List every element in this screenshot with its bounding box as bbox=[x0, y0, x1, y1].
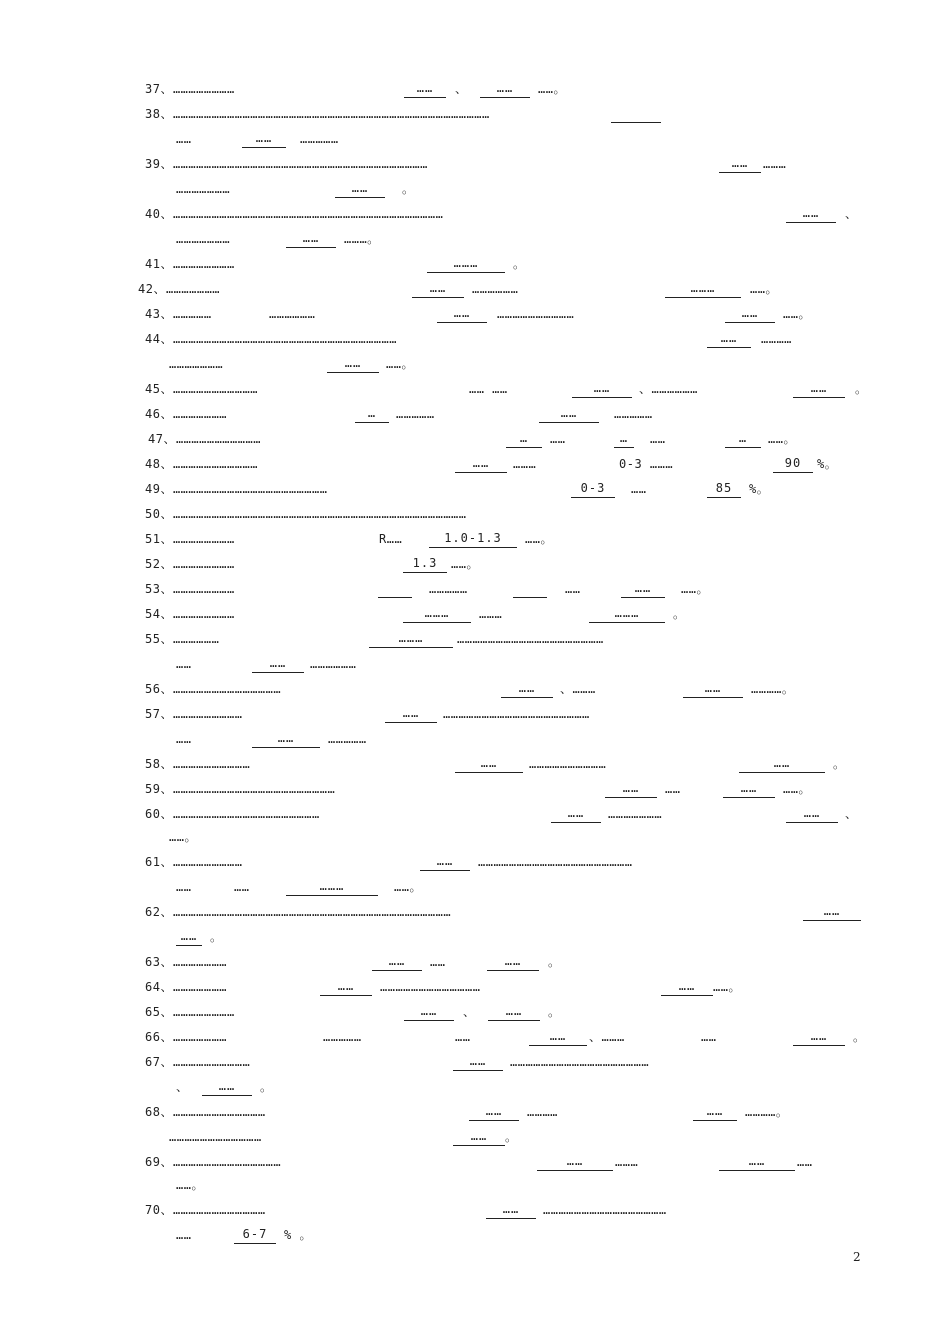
question-text: 、 bbox=[845, 207, 858, 221]
question-text: 43、…………… bbox=[145, 307, 212, 321]
question-text: ………………… bbox=[608, 807, 663, 821]
question-text: 。 bbox=[855, 382, 868, 396]
question-text: 。 bbox=[548, 955, 561, 969]
question-text: …………。 bbox=[745, 1105, 789, 1119]
question-text: ………。 bbox=[344, 232, 380, 246]
question-text: ………………………………………………… bbox=[443, 707, 590, 721]
answer-blank: ……… bbox=[665, 280, 741, 298]
question-text: 39、……………………………………………………………………………………… bbox=[145, 157, 428, 171]
answer-blank: …… bbox=[455, 455, 507, 473]
answer-blank: …… bbox=[793, 1028, 845, 1046]
answer-blank: …… bbox=[487, 953, 539, 971]
question-text: ……… bbox=[513, 457, 537, 471]
question-text: ……………… bbox=[269, 307, 316, 321]
question-text: …… bbox=[650, 432, 666, 446]
question-text: …………………………………………………… bbox=[478, 855, 633, 869]
question-text: 67、………………………… bbox=[145, 1055, 251, 1069]
question-text: 57、……………………… bbox=[145, 707, 243, 721]
answer-blank: …… bbox=[176, 928, 202, 946]
question-text: 66、………………… bbox=[145, 1030, 228, 1044]
question-text: 40、…………………………………………………………………………………………… bbox=[145, 207, 444, 221]
question-text: …………… bbox=[396, 407, 435, 421]
question-text: ……………… bbox=[472, 282, 519, 296]
question-text: 0-3 ……… bbox=[619, 457, 674, 471]
answer-blank: …… bbox=[320, 978, 372, 996]
question-text: %。 bbox=[817, 457, 838, 471]
question-text: ………………………… bbox=[529, 757, 607, 771]
question-text: 44、…………………………………………………………………………… bbox=[145, 332, 397, 346]
question-text: 、 bbox=[176, 1080, 189, 1094]
question-text: …………… bbox=[429, 582, 468, 596]
question-text: ……。 bbox=[783, 307, 811, 321]
question-text: 64、………………… bbox=[145, 980, 228, 994]
answer-blank: …… bbox=[786, 205, 836, 223]
answer-blank: …… bbox=[385, 705, 437, 723]
question-text: …… …… bbox=[469, 382, 508, 396]
answer-blank: …… bbox=[719, 155, 761, 173]
answer-blank: 90 bbox=[773, 455, 813, 473]
answer-blank bbox=[378, 580, 412, 598]
question-text: 。 bbox=[260, 1080, 273, 1094]
question-text: 53、…………………… bbox=[145, 582, 235, 596]
question-text: 68、……………………………… bbox=[145, 1105, 266, 1119]
question-text: ………………… bbox=[176, 232, 231, 246]
question-text: …… bbox=[234, 880, 250, 894]
answer-blank: ……… bbox=[589, 605, 665, 623]
question-text: …… bbox=[430, 955, 446, 969]
question-text: ……。 bbox=[681, 582, 709, 596]
answer-blank: …… bbox=[683, 680, 743, 698]
answer-blank: …… bbox=[453, 1053, 503, 1071]
answer-blank: ……… bbox=[403, 605, 471, 623]
question-text: 55、……………… bbox=[145, 632, 220, 646]
answer-blank: …… bbox=[404, 80, 446, 98]
answer-blank: … bbox=[725, 430, 761, 448]
question-text: …………… bbox=[328, 732, 367, 746]
question-text: …… bbox=[176, 880, 192, 894]
question-text: …… bbox=[565, 582, 581, 596]
question-text: 63、………………… bbox=[145, 955, 228, 969]
answer-blank: …… bbox=[469, 1103, 519, 1121]
question-text: 50、…………………………………………………………………………………………………… bbox=[145, 507, 467, 521]
question-text: 、 bbox=[455, 82, 468, 96]
question-text: 37、…………………… bbox=[145, 82, 235, 96]
question-text: ……。 bbox=[451, 557, 479, 571]
question-text: 48、…………………………… bbox=[145, 457, 258, 471]
question-text: ……… bbox=[479, 607, 503, 621]
question-text: 58、………………………… bbox=[145, 757, 251, 771]
question-text: ……。 bbox=[176, 1178, 204, 1192]
question-text: 、 bbox=[845, 807, 858, 821]
answer-blank: ……… bbox=[369, 630, 453, 648]
question-text: %。 bbox=[749, 482, 770, 496]
answer-blank: …… bbox=[803, 903, 861, 921]
answer-blank: …… bbox=[455, 755, 523, 773]
answer-blank: … bbox=[614, 430, 634, 448]
question-text: 、……… bbox=[560, 682, 596, 696]
answer-blank: 1.0-1.3 bbox=[429, 530, 517, 548]
question-text: ……。 bbox=[525, 532, 553, 546]
answer-blank: …… bbox=[719, 1153, 795, 1171]
question-text: 69、…………………………………… bbox=[145, 1155, 282, 1169]
answer-blank: …… bbox=[707, 330, 751, 348]
answer-blank: …… bbox=[335, 180, 385, 198]
answer-blank: …… bbox=[488, 1003, 540, 1021]
question-text: ……。 bbox=[750, 282, 778, 296]
answer-blank: …… bbox=[605, 780, 657, 798]
question-text: ……………………………………………… bbox=[510, 1055, 650, 1069]
question-text: …… bbox=[176, 657, 192, 671]
answer-blank: 1.3 bbox=[403, 555, 447, 573]
question-text: ……… bbox=[763, 157, 787, 171]
question-text: ……… bbox=[615, 1155, 639, 1169]
answer-blank: …… bbox=[572, 380, 632, 398]
question-text: ……。 bbox=[768, 432, 796, 446]
answer-blank: …… bbox=[786, 805, 838, 823]
question-text: 、……………… bbox=[639, 382, 698, 396]
question-text: ………………………… bbox=[497, 307, 575, 321]
question-text: 60、………………………………………………… bbox=[145, 807, 320, 821]
answer-blank: …… bbox=[621, 580, 665, 598]
answer-blank: …… bbox=[420, 853, 470, 871]
question-text: 。 bbox=[505, 1130, 518, 1144]
answer-blank: …… bbox=[529, 1028, 587, 1046]
question-text: ……………………………… bbox=[169, 1130, 262, 1144]
question-text: % 。 bbox=[284, 1228, 312, 1242]
question-text: 。 bbox=[853, 1030, 866, 1044]
question-text: 62、……………………………………………………………………………………………… bbox=[145, 905, 452, 919]
question-text: ………… bbox=[527, 1105, 558, 1119]
answer-blank: …… bbox=[286, 230, 336, 248]
question-text: 、 bbox=[463, 1005, 476, 1019]
answer-blank bbox=[611, 105, 661, 123]
question-text: 。 bbox=[548, 1005, 561, 1019]
answer-blank: …… bbox=[453, 1128, 505, 1146]
answer-blank: … bbox=[355, 405, 389, 423]
question-text: …… bbox=[665, 782, 681, 796]
question-text: ………………………………………… bbox=[543, 1203, 667, 1217]
question-text: 。 bbox=[210, 930, 223, 944]
question-text: 。 bbox=[513, 257, 526, 271]
question-text: 。 bbox=[402, 182, 415, 196]
answer-blank: …… bbox=[437, 305, 487, 323]
question-text: ………………… bbox=[176, 182, 231, 196]
answer-blank: …… bbox=[723, 780, 775, 798]
answer-blank: …… bbox=[202, 1078, 252, 1096]
question-text: ……。 bbox=[386, 357, 414, 371]
question-text: ……。 bbox=[538, 82, 566, 96]
question-text: 65、…………………… bbox=[145, 1005, 235, 1019]
answer-blank: …… bbox=[661, 978, 713, 996]
question-text: ………… bbox=[761, 332, 792, 346]
question-text: …… bbox=[176, 732, 192, 746]
question-text: 。 bbox=[833, 757, 846, 771]
answer-blank: …… bbox=[725, 305, 775, 323]
answer-blank: …… bbox=[501, 680, 553, 698]
question-text: ……。 bbox=[713, 980, 741, 994]
answer-blank: …… bbox=[693, 1103, 737, 1121]
page-number: 2 bbox=[853, 1250, 861, 1264]
question-text: 46、………………… bbox=[145, 407, 228, 421]
answer-blank: …… bbox=[327, 355, 379, 373]
answer-blank: …… bbox=[480, 80, 530, 98]
question-text: ………………………………………………… bbox=[457, 632, 604, 646]
question-text: …… bbox=[176, 1228, 192, 1242]
question-text: …… bbox=[631, 482, 647, 496]
question-text: 。 bbox=[673, 607, 686, 621]
answer-blank: 6-7 bbox=[234, 1226, 276, 1244]
answer-blank: … bbox=[506, 430, 542, 448]
answer-blank: …… bbox=[242, 130, 286, 148]
question-text: 47、…………………………… bbox=[148, 432, 261, 446]
answer-blank: …… bbox=[537, 1153, 613, 1171]
answer-blank: …… bbox=[551, 805, 601, 823]
answer-blank: …… bbox=[412, 280, 464, 298]
question-text: 54、…………………… bbox=[145, 607, 235, 621]
question-text: ………………………………… bbox=[380, 980, 481, 994]
question-text: 56、…………………………………… bbox=[145, 682, 282, 696]
question-text: R…… bbox=[379, 532, 403, 546]
question-text: ……………… bbox=[310, 657, 357, 671]
question-text: 59、……………………………………………………… bbox=[145, 782, 336, 796]
question-text: 42、………………… bbox=[138, 282, 221, 296]
question-text: ……。 bbox=[394, 880, 422, 894]
answer-blank: …… bbox=[404, 1003, 454, 1021]
answer-blank: …… bbox=[739, 755, 825, 773]
answer-blank: …… bbox=[793, 380, 845, 398]
answer-blank: ……… bbox=[427, 255, 505, 273]
answer-blank bbox=[513, 580, 547, 598]
question-text: 41、…………………… bbox=[145, 257, 235, 271]
answer-blank: …… bbox=[486, 1201, 536, 1219]
question-text: 、……… bbox=[589, 1030, 625, 1044]
answer-blank: 85 bbox=[707, 480, 741, 498]
question-text: 51、…………………… bbox=[145, 532, 235, 546]
question-text: …… bbox=[176, 132, 192, 146]
answer-blank: …… bbox=[539, 405, 599, 423]
question-text: 49、…………………………………………………… bbox=[145, 482, 328, 496]
question-text: …… bbox=[701, 1030, 717, 1044]
question-text: 70、……………………………… bbox=[145, 1203, 266, 1217]
question-text: 52、…………………… bbox=[145, 557, 235, 571]
question-text: 45、…………………………… bbox=[145, 382, 258, 396]
question-text: …………… bbox=[300, 132, 339, 146]
question-text: …… bbox=[455, 1030, 471, 1044]
question-text: …………。 bbox=[751, 682, 795, 696]
question-text: ……。 bbox=[169, 830, 197, 844]
question-text: …… bbox=[550, 432, 566, 446]
question-text: ……。 bbox=[783, 782, 811, 796]
answer-blank: ……… bbox=[286, 878, 378, 896]
answer-blank: 0-3 bbox=[571, 480, 615, 498]
question-text: 61、……………………… bbox=[145, 855, 243, 869]
answer-blank: …… bbox=[372, 953, 422, 971]
question-text: …… bbox=[797, 1155, 813, 1169]
question-text: ………………… bbox=[169, 357, 224, 371]
question-text: 38、…………………………………………………………………………………………………………… bbox=[145, 107, 490, 121]
answer-blank: …… bbox=[252, 730, 320, 748]
question-text: …………… bbox=[614, 407, 653, 421]
answer-blank: …… bbox=[252, 655, 304, 673]
question-text: …………… bbox=[323, 1030, 362, 1044]
